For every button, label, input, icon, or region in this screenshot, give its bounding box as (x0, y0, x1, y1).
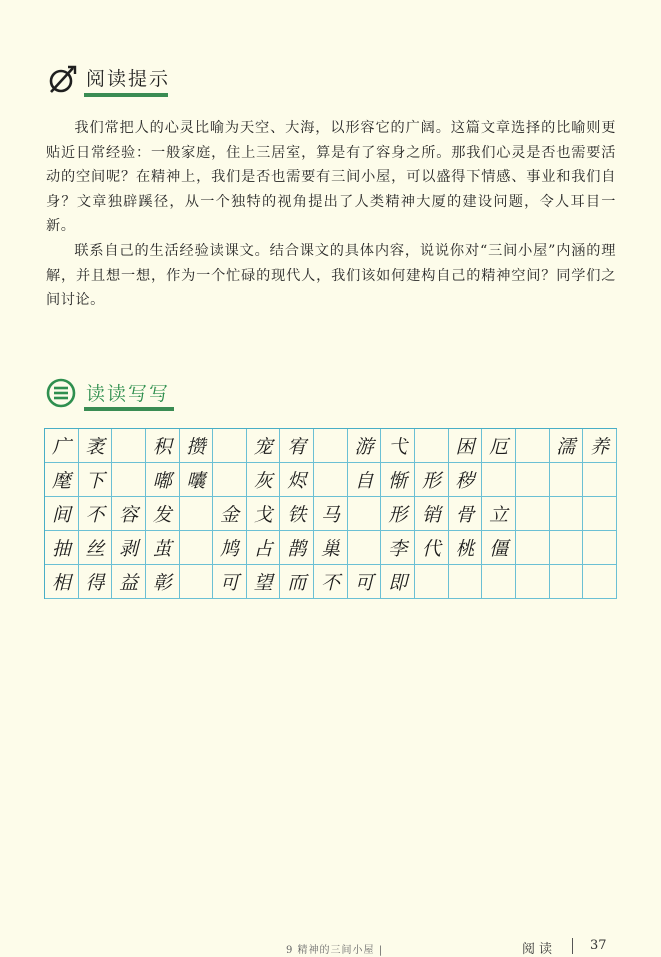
grid-cell (550, 565, 584, 599)
grid-cell: 金 (213, 497, 247, 531)
grid-cell: 弋 (381, 429, 415, 463)
grid-cell: 茧 (146, 531, 180, 565)
grid-cell: 下 (79, 463, 113, 497)
grid-cell: 秽 (449, 463, 483, 497)
grid-cell (314, 429, 348, 463)
footer-divider (572, 938, 573, 954)
grid-cell: 烬 (280, 463, 314, 497)
grid-cell: 积 (146, 429, 180, 463)
grid-cell: 间 (45, 497, 79, 531)
grid-cell: 嘟 (146, 463, 180, 497)
grid-cell: 厄 (482, 429, 516, 463)
grid-cell: 濡 (550, 429, 584, 463)
grid-cell (516, 531, 550, 565)
reading-tips-paragraph-1: 我们常把人的心灵比喻为天空、大海，以形容它的广阔。这篇文章选择的比喻则更贴近日常经验：一般家庭，住上三居室，算是有了容身之所。那我们心灵是否也需要活动的空间呢？在精神上，我们是否也需要有三间小屋，可以盛得下情感、事业和我们自身？文章独辟蹊径，从一个独特的视角提出了人类精神大厦的建设问题，令人耳目一新。 (46, 120, 616, 235)
grid-cell: 巢 (314, 531, 348, 565)
grid-cell: 占 (247, 531, 281, 565)
grid-cell: 惭 (381, 463, 415, 497)
grid-cell (213, 429, 247, 463)
grid-cell: 益 (112, 565, 146, 599)
grid-cell (415, 429, 449, 463)
grid-cell: 形 (381, 497, 415, 531)
grid-cell: 攒 (180, 429, 214, 463)
grid-cell: 望 (247, 565, 281, 599)
grid-cell (550, 463, 584, 497)
grid-cell: 自 (348, 463, 382, 497)
read-write-title: 读读写写 (86, 383, 171, 405)
grid-cell (314, 463, 348, 497)
reading-tips-title: 阅读提示 (86, 68, 171, 90)
grid-cell: 而 (280, 565, 314, 599)
grid-cell (516, 565, 550, 599)
reading-tips-body (46, 116, 616, 313)
grid-cell (516, 429, 550, 463)
grid-cell: 僵 (482, 531, 516, 565)
read-write-header (46, 376, 206, 416)
grid-cell (415, 565, 449, 599)
grid-cell: 容 (112, 497, 146, 531)
grid-cell: 宥 (280, 429, 314, 463)
grid-cell: 宠 (247, 429, 281, 463)
grid-cell: 铁 (280, 497, 314, 531)
grid-cell (180, 497, 214, 531)
grid-cell (482, 565, 516, 599)
grid-cell: 桃 (449, 531, 483, 565)
reading-tips-header (46, 62, 186, 102)
grid-cell: 灰 (247, 463, 281, 497)
grid-cell: 广 (45, 429, 79, 463)
footer-lesson-title: 9 精神的三间小屋 | (286, 945, 384, 956)
grid-cell: 形 (415, 463, 449, 497)
grid-cell: 鸠 (213, 531, 247, 565)
grid-cell: 得 (79, 565, 113, 599)
grid-cell: 马 (314, 497, 348, 531)
grid-cell: 销 (415, 497, 449, 531)
grid-cell (583, 565, 617, 599)
grid-cell: 可 (348, 565, 382, 599)
grid-cell: 立 (482, 497, 516, 531)
reading-tips-icon (46, 64, 80, 94)
grid-cell (348, 497, 382, 531)
grid-cell (112, 463, 146, 497)
vocabulary-grid (44, 428, 617, 599)
grid-cell (482, 463, 516, 497)
grid-cell: 剥 (112, 531, 146, 565)
grid-cell: 游 (348, 429, 382, 463)
grid-cell: 丝 (79, 531, 113, 565)
grid-cell: 发 (146, 497, 180, 531)
grid-cell: 不 (314, 565, 348, 599)
grid-cell: 李 (381, 531, 415, 565)
grid-cell (516, 463, 550, 497)
grid-cell (112, 429, 146, 463)
reading-tips-underline (84, 93, 168, 97)
grid-cell: 骨 (449, 497, 483, 531)
page-number: 37 (590, 938, 607, 953)
grid-cell: 即 (381, 565, 415, 599)
grid-cell (180, 531, 214, 565)
grid-cell (516, 497, 550, 531)
grid-cell: 可 (213, 565, 247, 599)
grid-cell (550, 531, 584, 565)
grid-cell: 鹊 (280, 531, 314, 565)
equals-circle-icon (46, 378, 76, 408)
grid-cell: 囔 (180, 463, 214, 497)
grid-cell (180, 565, 214, 599)
grid-cell (583, 497, 617, 531)
grid-cell: 困 (449, 429, 483, 463)
grid-cell: 彰 (146, 565, 180, 599)
grid-cell: 戈 (247, 497, 281, 531)
grid-cell (348, 531, 382, 565)
grid-cell: 麾 (45, 463, 79, 497)
grid-cell: 袤 (79, 429, 113, 463)
grid-cell: 不 (79, 497, 113, 531)
reading-tips-paragraph-2: 联系自己的生活经验读课文。结合课文的具体内容，说说你对“三间小屋”内涵的理解，并且想一想，作为一个忙碌的现代人，我们该如何建构自己的精神空间？同学们之间讨论。 (46, 242, 616, 309)
read-write-underline (84, 407, 174, 411)
grid-cell (213, 463, 247, 497)
grid-cell: 养 (583, 429, 617, 463)
grid-cell: 抽 (45, 531, 79, 565)
grid-cell (550, 497, 584, 531)
grid-cell (449, 565, 483, 599)
grid-cell: 代 (415, 531, 449, 565)
footer-section: 阅读 (522, 942, 557, 957)
grid-cell: 相 (45, 565, 79, 599)
grid-cell (583, 463, 617, 497)
grid-cell (583, 531, 617, 565)
